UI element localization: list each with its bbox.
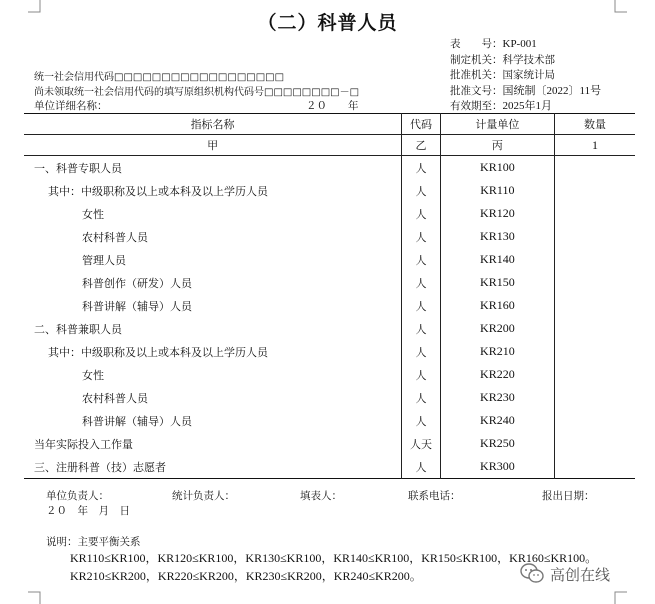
watermark-text: 高创在线 xyxy=(550,566,611,584)
report-year: ２０ 年 xyxy=(306,100,359,112)
quantity-input[interactable] xyxy=(554,156,635,180)
subheader-jia: 甲 xyxy=(24,135,402,156)
indicator-name: 二、科普兼职人员 xyxy=(34,322,122,336)
quantity-input[interactable] xyxy=(554,248,635,271)
measure-unit: 人 xyxy=(402,294,441,317)
header-indicator-name: 指标名称 xyxy=(24,114,402,135)
table-row xyxy=(24,432,635,455)
indicator-code: KR240 xyxy=(440,409,554,432)
table-row xyxy=(24,455,635,479)
signature-date: ２０ 年 月 日 xyxy=(46,505,130,517)
indicator-code: KR200 xyxy=(440,317,554,340)
quantity-input[interactable] xyxy=(554,455,635,479)
quantity-input[interactable] xyxy=(554,317,635,340)
indicator-code: KR100 xyxy=(440,156,554,180)
measure-unit: 人 xyxy=(402,363,441,386)
filler-label: 填表人： xyxy=(300,490,342,502)
quantity-input[interactable] xyxy=(554,225,635,248)
quantity-input[interactable] xyxy=(554,340,635,363)
approval-number-value: 国统制〔2022〕11号 xyxy=(502,85,602,97)
approving-authority-label: 批准机关： xyxy=(450,69,503,81)
table-row xyxy=(24,156,635,180)
indicator-code: KR110 xyxy=(440,179,554,202)
credit-code-field[interactable]: 统一社会信用代码□□□□□□□□□□□□□□□□□□ xyxy=(34,72,285,83)
quantity-input[interactable] xyxy=(554,202,635,225)
report-date-label: 报出日期： xyxy=(542,490,595,502)
indicator-code: KR220 xyxy=(440,363,554,386)
valid-until-row xyxy=(450,97,552,113)
page-title: （二）科普人员 xyxy=(257,12,398,34)
indicator-code: KR250 xyxy=(440,432,554,455)
form-number-label: 表 号： xyxy=(450,38,503,50)
measure-unit: 人天 xyxy=(402,432,441,455)
indicator-name: 一、科普专职人员 xyxy=(34,161,122,175)
approval-number-label: 批准文号： xyxy=(450,85,503,97)
quantity-input[interactable] xyxy=(554,271,635,294)
approving-authority-value: 国家统计局 xyxy=(502,69,555,81)
unit-head-label: 单位负责人： xyxy=(46,490,109,502)
indicator-name: 农村科普人员 xyxy=(82,230,148,244)
header-quantity: 数量 xyxy=(554,114,635,135)
issuing-authority-row xyxy=(450,52,555,67)
indicator-name: 农村科普人员 xyxy=(82,391,148,405)
issuing-authority-label: 制定机关： xyxy=(450,54,503,66)
phone-label: 联系电话： xyxy=(408,490,461,502)
indicator-code: KR140 xyxy=(440,248,554,271)
measure-unit: 人 xyxy=(402,156,441,180)
org-code-field[interactable]: 尚未领取统一社会信用代码的填写原组织机构代码号□□□□□□□□－□ xyxy=(34,87,360,98)
indicator-name: 女性 xyxy=(82,368,104,382)
valid-until-value: 2025年1月 xyxy=(502,100,552,112)
watermark xyxy=(520,560,648,588)
indicator-name: 其中：中级职称及以上或本科及以上学历人员 xyxy=(48,184,268,198)
table-row xyxy=(24,386,635,409)
quantity-input[interactable] xyxy=(554,432,635,455)
measure-unit: 人 xyxy=(402,202,441,225)
measure-unit: 人 xyxy=(402,248,441,271)
table-row xyxy=(24,340,635,363)
table-subheader-row xyxy=(24,135,635,156)
indicator-name: 科普讲解（辅导）人员 xyxy=(82,414,192,428)
header-unit: 代码 xyxy=(402,114,441,135)
subheader-bing: 丙 xyxy=(440,135,554,156)
quantity-input[interactable] xyxy=(554,386,635,409)
indicator-code: KR130 xyxy=(440,225,554,248)
indicator-name: 管理人员 xyxy=(82,253,126,267)
measure-unit: 人 xyxy=(402,317,441,340)
table-body xyxy=(24,156,635,479)
wechat-icon xyxy=(520,562,544,584)
indicator-code: KR160 xyxy=(440,294,554,317)
table-row xyxy=(24,317,635,340)
subheader-col1: 1 xyxy=(554,135,635,156)
table-row xyxy=(24,179,635,202)
crop-mark-bottom-left xyxy=(28,590,42,604)
indicator-code: KR120 xyxy=(440,202,554,225)
quantity-input[interactable] xyxy=(554,294,635,317)
table-header-row xyxy=(24,114,635,135)
indicator-code: KR210 xyxy=(440,340,554,363)
table-row xyxy=(24,202,635,225)
indicator-name: 女性 xyxy=(82,207,104,221)
table-row xyxy=(24,225,635,248)
measure-unit: 人 xyxy=(402,271,441,294)
personnel-table xyxy=(24,113,635,479)
measure-unit: 人 xyxy=(402,179,441,202)
table-row xyxy=(24,271,635,294)
form-number-value: KP-001 xyxy=(502,38,537,50)
measure-unit: 人 xyxy=(402,455,441,479)
form-number-row xyxy=(450,36,537,51)
notes-label: 说明：主要平衡关系 xyxy=(46,536,141,548)
indicator-name: 科普讲解（辅导）人员 xyxy=(82,299,192,313)
indicator-code: KR230 xyxy=(440,386,554,409)
approving-authority-row xyxy=(450,67,555,82)
crop-mark-bottom-right xyxy=(613,590,627,604)
measure-unit: 人 xyxy=(402,386,441,409)
table-row xyxy=(24,409,635,432)
indicator-name: 三、注册科普（技）志愿者 xyxy=(34,460,166,474)
measure-unit: 人 xyxy=(402,409,441,432)
valid-until-label: 有效期至： xyxy=(450,100,503,112)
balance-relation-line-1: KR110≤KR100，KR120≤KR100，KR130≤KR100，KR140≤KR100，KR150≤KR100，KR160≤KR100。 xyxy=(70,551,598,565)
indicator-code: KR300 xyxy=(440,455,554,479)
header-measure-unit: 计量单位 xyxy=(440,114,554,135)
approval-number-row xyxy=(450,82,601,98)
indicator-code: KR150 xyxy=(440,271,554,294)
indicator-name: 其中：中级职称及以上或本科及以上学历人员 xyxy=(48,345,268,359)
indicator-name: 当年实际投入工作量 xyxy=(34,437,133,451)
stats-head-label: 统计负责人： xyxy=(172,490,235,502)
quantity-input[interactable] xyxy=(554,179,635,202)
quantity-input[interactable] xyxy=(554,363,635,386)
balance-relation-line-2: KR210≤KR200，KR220≤KR200，KR230≤KR200，KR240≤KR200。 xyxy=(70,569,422,583)
table-row xyxy=(24,363,635,386)
measure-unit: 人 xyxy=(402,225,441,248)
issuing-authority-value: 科学技术部 xyxy=(502,54,555,66)
indicator-name: 科普创作（研发）人员 xyxy=(82,276,192,290)
measure-unit: 人 xyxy=(402,340,441,363)
table-row xyxy=(24,248,635,271)
subheader-yi: 乙 xyxy=(402,135,441,156)
table-row xyxy=(24,294,635,317)
quantity-input[interactable] xyxy=(554,409,635,432)
unit-name-label: 单位详细名称： xyxy=(34,100,108,112)
